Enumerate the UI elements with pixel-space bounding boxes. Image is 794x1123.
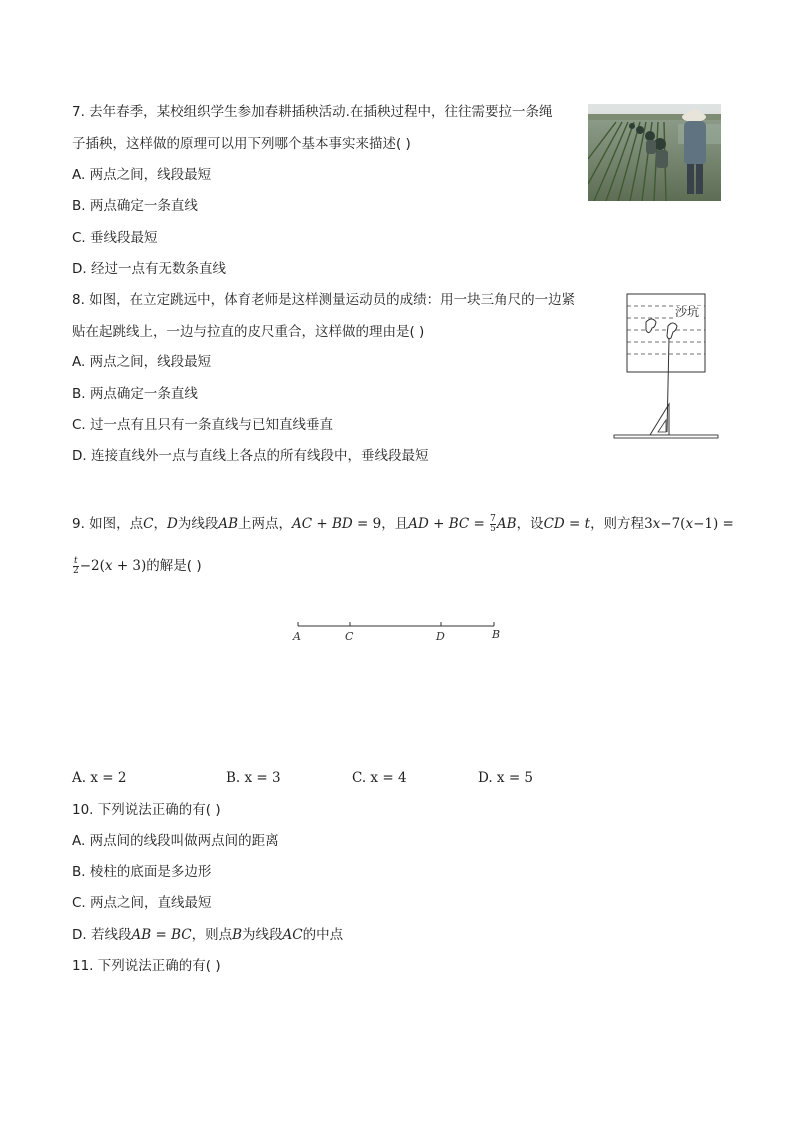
q10-option-b: B. 棱柱的底面是多边形 xyxy=(72,864,212,880)
q7-stem-line1: 7. 去年春季，某校组织学生参加春耕插秧活动.在插秧过程中，往往需要拉一条绳 xyxy=(72,104,553,120)
point-a-label: A xyxy=(293,630,301,643)
q8-stem-line1: 8. 如图，在立定跳远中，体育老师是这样测量运动员的成绩：用一块三角尺的一边紧 xyxy=(72,292,576,308)
q8-option-d: D. 连接直线外一点与直线上各点的所有线段中，垂线段最短 xyxy=(72,448,429,464)
sand-pit-label: 沙坑 xyxy=(675,305,700,319)
sand-pit-figure xyxy=(610,292,722,442)
q10-stem: 10. 下列说法正确的有( ) xyxy=(72,802,221,818)
q9-stem-line2: $\frac{t}{2}$ −2(x + 3)的解是( ) xyxy=(73,555,202,576)
segment-figure xyxy=(288,616,508,646)
q8-option-b: B. 两点确定一条直线 xyxy=(72,386,198,402)
q10-option-d: D. 若线段AB = BC，则点B为线段AC的中点 xyxy=(72,927,344,943)
point-b-label: B xyxy=(492,628,501,641)
q9-option-b: B. x = 3 xyxy=(226,770,281,786)
rice-planting-photo xyxy=(588,104,721,201)
point-c-label: C xyxy=(345,630,354,643)
q9-option-a: A. x = 2 xyxy=(72,770,127,786)
q8-option-a: A. 两点之间，线段最短 xyxy=(72,354,212,370)
q7-option-c: C. 垂线段最短 xyxy=(72,230,158,246)
q7-option-b: B. 两点确定一条直线 xyxy=(72,198,198,214)
q10-option-c: C. 两点之间，直线最短 xyxy=(72,895,212,911)
q10-option-a: A. 两点间的线段叫做两点间的距离 xyxy=(72,833,279,849)
q8-option-c: C. 过一点有且只有一条直线与已知直线垂直 xyxy=(72,417,334,433)
q9-stem-line1: 9. 如图，点C，D为线段AB上两点，AC + BD = 9，且AD + BC = $\frac{7}{5}$ AB，设CD = t，则方程3x−7(x−1) = xyxy=(72,513,734,534)
q11-stem: 11. 下列说法正确的有( ) xyxy=(72,958,221,974)
q9-option-c: C. x = 4 xyxy=(352,770,407,786)
q7-option-a: A. 两点之间，线段最短 xyxy=(72,167,212,183)
q9-option-d: D. x = 5 xyxy=(478,770,534,786)
q7-stem-line2: 子插秧，这样做的原理可以用下列哪个基本事实来描述( ) xyxy=(72,136,411,152)
q8-stem-line2: 贴在起跳线上，一边与拉直的皮尺重合，这样做的理由是( ) xyxy=(72,324,425,340)
q7-option-d: D. 经过一点有无数条直线 xyxy=(72,261,226,277)
point-d-label: D xyxy=(436,630,445,643)
